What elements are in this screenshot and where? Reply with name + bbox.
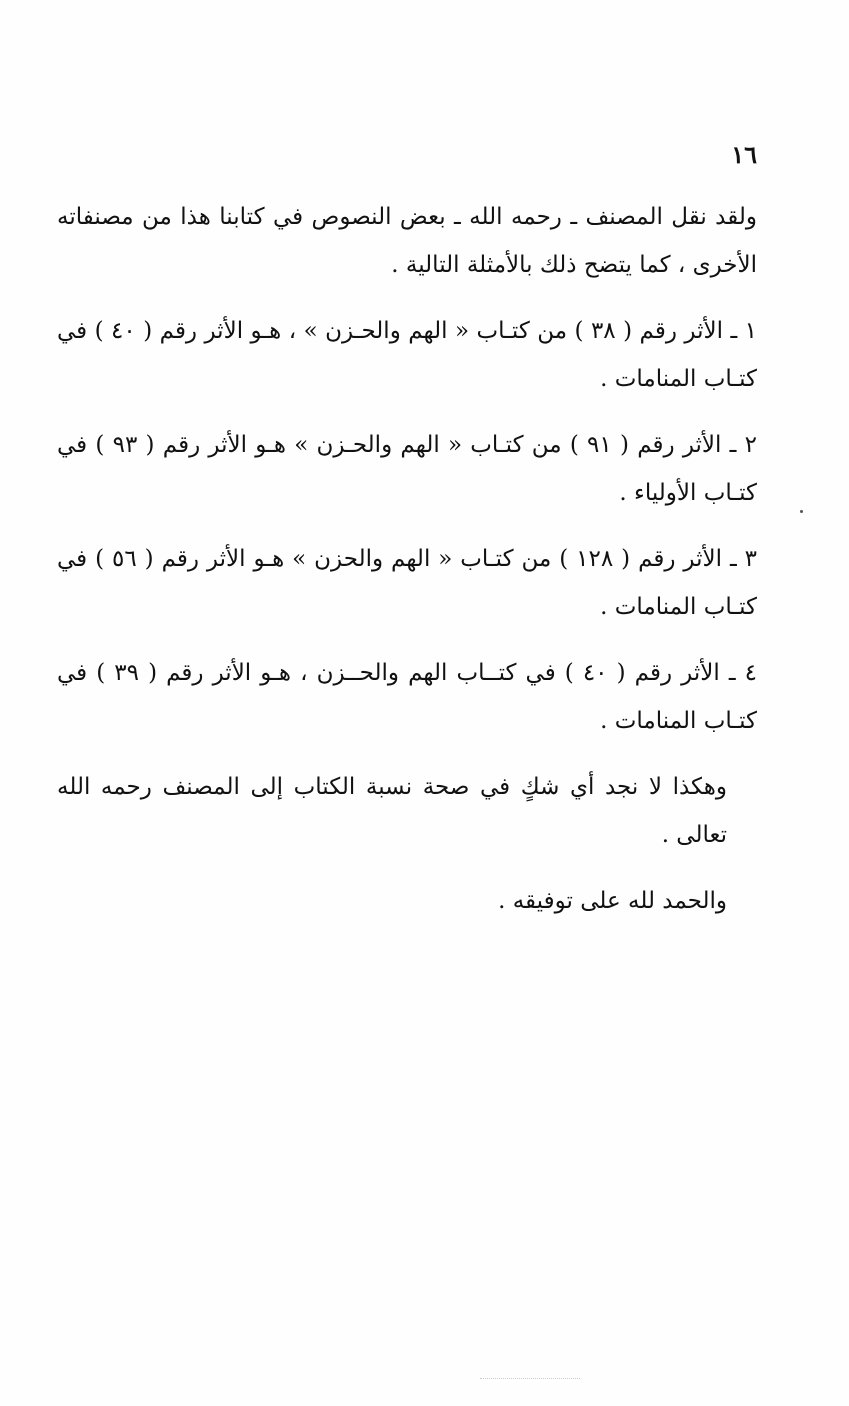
body-text — [57, 193, 757, 943]
intro-paragraph: ولقد نقل المصنف ـ رحمه الله ـ بعض النصوص في كتابنا هذا من مصنفاته الأخرى ، كما يتضح ذلك بالأمثلة التالية . — [57, 204, 757, 278]
scan-speck — [800, 510, 803, 513]
example-item-1: ١ ـ الأثر رقم ( ٣٨ ) من كتـاب « الهم والحـزن » ، هـو الأثر رقم ( ٤٠ ) في كتـاب المنامات . — [57, 318, 757, 392]
closing-paragraph: والحمد لله على توفيقه . — [498, 888, 727, 914]
example-item-4: ٤ ـ الأثر رقم ( ٤٠ ) في كتــاب الهم والحــزن ، هـو الأثر رقم ( ٣٩ ) في كتـاب المنامات . — [57, 660, 757, 734]
example-item-2: ٢ ـ الأثر رقم ( ٩١ ) من كتـاب « الهم والحـزن » هـو الأثر رقم ( ٩٣ ) في كتـاب الأولياء . — [57, 432, 757, 506]
page-number: ١٦ — [731, 140, 757, 169]
conclusion-paragraph: وهكذا لا نجد أي شكٍ في صحة نسبة الكتاب إلى المصنف رحمه الله تعالى . — [57, 774, 727, 848]
scan-noise — [480, 1378, 580, 1381]
example-item-3: ٣ ـ الأثر رقم ( ١٢٨ ) من كتـاب « الهم والحزن » هـو الأثر رقم ( ٥٦ ) في كتـاب المنامات . — [57, 546, 757, 620]
